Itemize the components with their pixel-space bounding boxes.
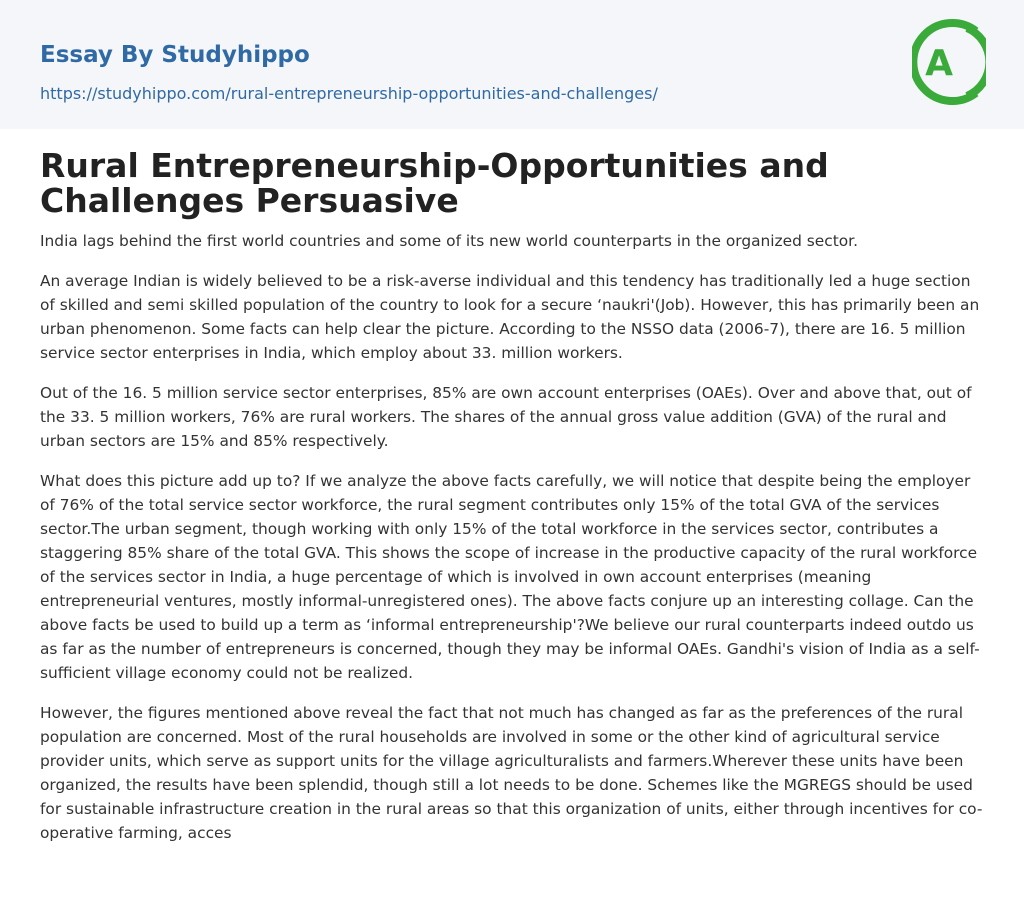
logo-letter: A [925, 43, 953, 84]
paragraph: Out of the 16. 5 million service sector enterprises, 85% are own account enterprises (OAEs). Over and above that, out of the 33. 5 million workers, 76% are rural workers. The shares of the annual gross value addition (GVA) of the rural and urban sectors are 15% and 85% respectively. [40, 384, 972, 450]
studyhippo-logo-icon[interactable] [912, 18, 986, 106]
article-body [40, 229, 984, 861]
article-title: Rural Entrepreneurship-Opportunities and Challenges Persuasive [40, 146, 829, 220]
brand-title[interactable]: Essay By Studyhippo [40, 42, 310, 68]
source-url-link[interactable]: https://studyhippo.com/rural-entrepreneurship-opportunities-and-challenges/ [40, 84, 658, 103]
paragraph: What does this picture add up to? If we analyze the above facts carefully, we will notice that despite being the employer of 76% of the total service sector workforce, the rural segment contributes only 15% of the total GVA of the services sector.The urban segment, though working with only 15% of the total workforce in the services sector, contributes a staggering 85% share of the total GVA. This shows the scope of increase in the productive capacity of the rural workforce of the services sector in India, a huge percentage of which is involved in own account enterprises (meaning entrepreneurial ventures, mostly informal-unregistered ones). The above facts conjure up an interesting collage. Can the above facts be used to build up a term as ‘informal entrepreneurship'?We believe our rural counterparts indeed outdo us as far as the number of entrepreneurs is concerned, though they may be informal OAEs. Gandhi's vision of India as a self-sufficient village economy could not be realized. [40, 472, 980, 682]
paragraph: However, the figures mentioned above reveal the fact that not much has changed as far as the preferences of the rural population are concerned. Most of the rural households are involved in some or the other kind of agricultural service provider units, which serve as support units for the village agriculturalists and farmers.Wherever these units have been organized, the results have been splendid, though still a lot needs to be done. Schemes like the MGREGS should be used for sustainable infrastructure creation in the rural areas so that this organization of units, either through incentives for co-operative farming, acces [40, 704, 983, 842]
site-header [0, 0, 1024, 129]
paragraph: An average Indian is widely believed to be a risk-averse individual and this tendency has traditionally led a huge section of skilled and semi skilled population of the country to look for a secure ‘naukri'(Job). However, this has primarily been an urban phenomenon. Some facts can help clear the picture. According to the NSSO data (2006-7), there are 16. 5 million service sector enterprises in India, which employ about 33. million workers. [40, 272, 980, 362]
paragraph: India lags behind the first world countries and some of its new world counterparts in the organized sector. [40, 232, 858, 250]
